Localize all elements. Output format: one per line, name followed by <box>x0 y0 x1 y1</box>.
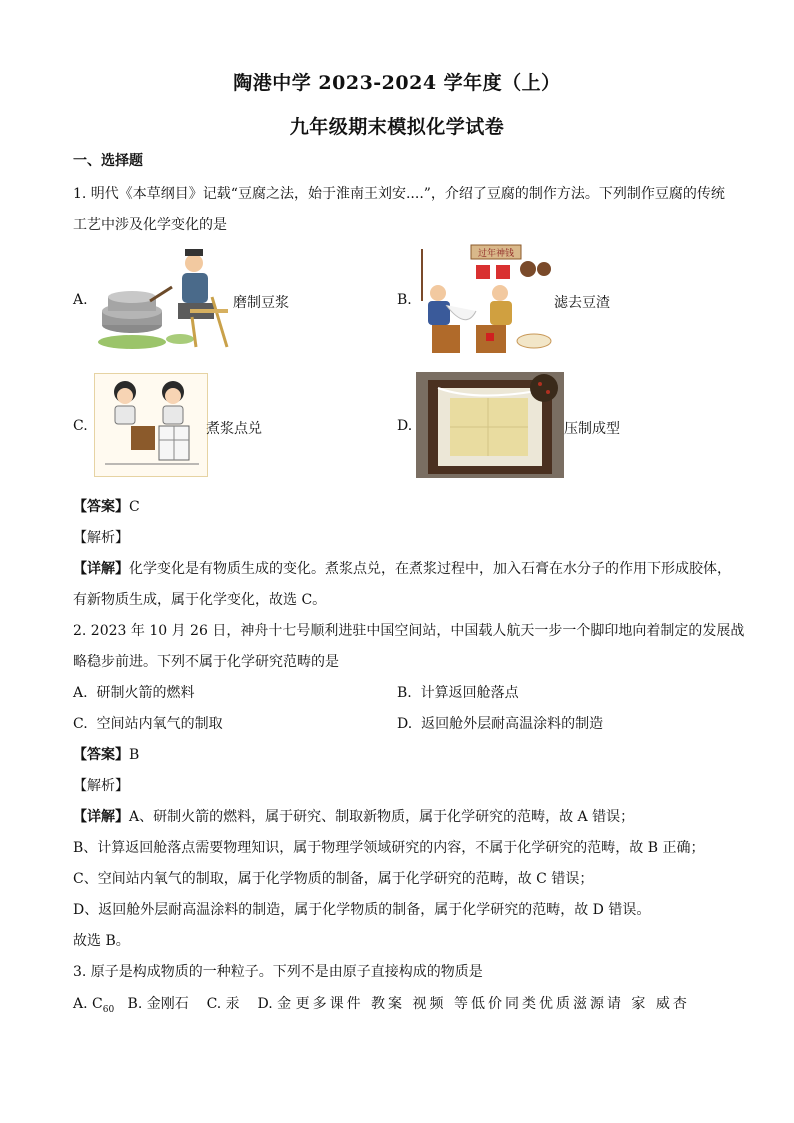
q3-stem: 3. 原子是构成物质的一种粒子。下列不是由原子直接构成的物质是 <box>73 964 483 980</box>
q1-answer-value: C <box>129 499 140 515</box>
q3-option-a-subscript: 60 <box>102 1004 115 1015</box>
q1-option-c-letter: C. <box>73 418 88 434</box>
q3-option-b: B. 金刚石 <box>127 996 189 1012</box>
q1-stem-line1: 1. 明代《本草纲目》记载“豆腐之法，始于淮南王刘安....”，介绍了豆腐的制作方法。下列制作豆腐的传统 <box>73 186 725 202</box>
q2-option-d <box>397 713 603 733</box>
q2-analysis-tag: 【解析】 <box>73 778 129 794</box>
section-heading: 一、选择题 <box>73 153 143 169</box>
q2-option-d-text: 返回舱外层耐高温涂料的制造 <box>421 716 604 732</box>
q3-option-c: C. 汞 <box>206 996 240 1012</box>
q1-answer-tag: 【答案】 <box>73 499 129 515</box>
q2-detail-line2: B、计算返回舱落点需要物理知识，属于物理学领域研究的内容，不属于化学研究的范畴，故 B 正确； <box>73 840 705 856</box>
q1-analysis-tag: 【解析】 <box>73 530 129 546</box>
q1-option-a-text: 磨制豆浆 <box>233 295 289 311</box>
q2-detail-tag: 【详解】 <box>73 809 129 825</box>
q1-option-b-text: 滤去豆渣 <box>554 295 610 311</box>
q3-option-a <box>73 996 115 1015</box>
q2-conclusion: 故选 B。 <box>73 933 130 949</box>
q2-stem-line2: 略稳步前进。下列不属于化学研究范畴的是 <box>73 654 339 670</box>
q1-option-d-letter: D. <box>397 418 413 434</box>
boil-soymilk-illustration <box>94 373 208 477</box>
q1-option-d-text: 压制成型 <box>564 421 620 437</box>
shop-sign-text: 过年神钱 <box>477 249 515 259</box>
stone-mill-illustration <box>92 247 232 352</box>
q1-option-b-letter: B. <box>397 292 412 308</box>
q1-detail-line1 <box>73 558 731 578</box>
q2-stem-line1: 2. 2023 年 10 月 26 日，神舟十七号顺利进驻中国空间站，中国载人航天一步一个脚印地向着制定的发展战 <box>73 623 745 639</box>
q2-answer <box>73 744 139 764</box>
watermark-overlay-text: 更多课件 教案 视频 等低价同类优质滋源请 家 威杏 <box>295 996 690 1012</box>
q3-option-d: D. 金 <box>257 996 292 1012</box>
q2-option-b-text: 计算返回舱落点 <box>420 685 519 701</box>
q2-option-a-text: 研制火箭的燃料 <box>96 685 195 701</box>
filter-soy-residue-illustration <box>416 241 554 357</box>
q1-option-c-text: 煮浆点兑 <box>206 421 262 437</box>
q2-detail-line4: D、返回舱外层耐高温涂料的制造，属于化学物质的制备，属于化学研究的范畴，故 D 错误。 <box>73 902 651 918</box>
q1-detail-tag: 【详解】 <box>73 561 129 577</box>
q3-option-a-letter: A. C <box>73 996 103 1012</box>
q1-detail-text: 化学变化是有物质生成的变化。煮浆点兑，在煮浆过程中，加入石膏在水分子的作用下形成胶体， <box>129 561 731 577</box>
exam-title-line2: 九年级期末模拟化学试卷 <box>289 116 505 138</box>
q1-stem-line2: 工艺中涉及化学变化的是 <box>73 217 227 233</box>
q2-option-d-letter: D. <box>397 716 413 732</box>
q2-answer-value: B <box>129 747 140 763</box>
q2-answer-tag: 【答案】 <box>73 747 129 763</box>
q1-detail-line2: 有新物质生成，属于化学变化，故选 C。 <box>73 592 327 608</box>
q2-detail-line3: C、空间站内氧气的制取，属于化学物质的制备，属于化学研究的范畴，故 C 错误； <box>73 871 594 887</box>
q2-option-c-letter: C. <box>73 716 88 732</box>
q3-options-line <box>73 993 690 1015</box>
q2-option-a-letter: A. <box>73 685 88 701</box>
q2-option-c <box>73 713 223 733</box>
q2-detail-line1 <box>73 806 634 826</box>
pressed-tofu-photo <box>416 372 564 478</box>
q1-option-a-letter: A. <box>73 292 88 308</box>
q1-answer <box>73 496 140 516</box>
q2-option-a <box>73 682 194 702</box>
q2-option-b-letter: B. <box>397 685 412 701</box>
q2-option-c-text: 空间站内氧气的制取 <box>96 716 223 732</box>
exam-title-line1: 陶港中学 2023-2024 学年度（上） <box>233 72 561 94</box>
q2-detail-text: A、研制火箭的燃料，属于研究、制取新物质，属于化学研究的范畴，故 A 错误； <box>129 809 635 825</box>
q2-option-b <box>397 682 519 702</box>
